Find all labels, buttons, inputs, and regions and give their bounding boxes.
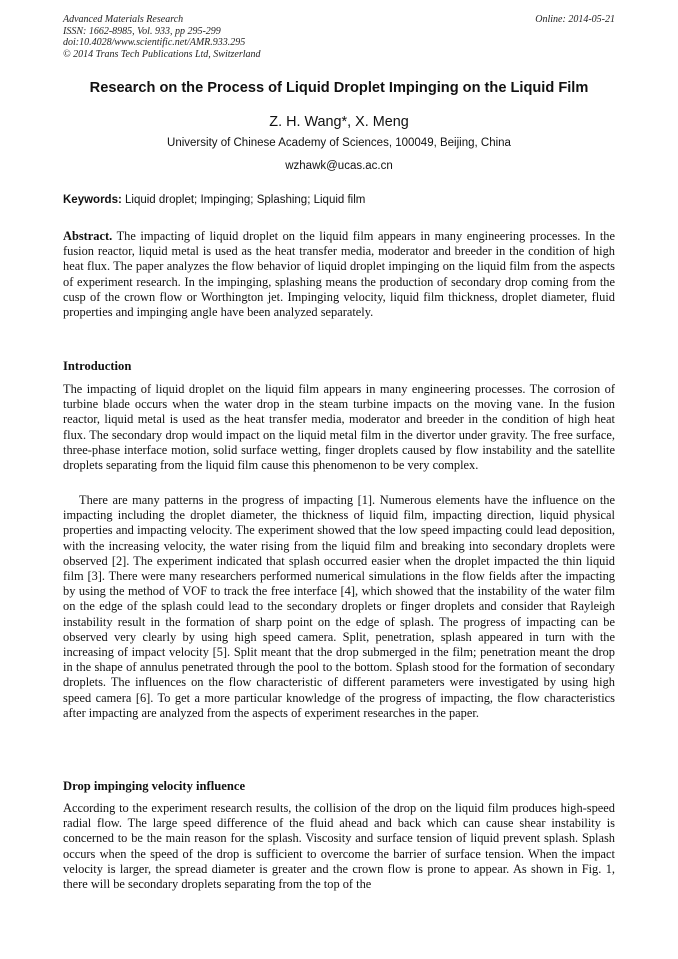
paper-title: Research on the Process of Liquid Droplet Impinging on the Liquid Film <box>89 80 589 96</box>
keywords-text: Liquid droplet; Impinging; Splashing; Liquid film <box>125 194 366 206</box>
journal-header <box>63 14 615 60</box>
issn-line: ISSN: 1662-8985, Vol. 933, pp 295-299 <box>63 25 221 37</box>
keywords-label: Keywords: <box>63 194 122 206</box>
author-affiliation: University of Chinese Academy of Sciences, 100049, Beijing, China <box>167 137 511 149</box>
abstract <box>63 229 615 320</box>
keywords-line <box>63 194 615 206</box>
paper-authors: Z. H. Wang*, X. Meng <box>269 114 409 130</box>
abstract-label: Abstract. <box>63 229 113 243</box>
journal-name: Advanced Materials Research <box>63 14 184 25</box>
copyright-line: © 2014 Trans Tech Publications Ltd, Switzerland <box>63 48 261 60</box>
introduction-paragraph-2: There are many patterns in the progress of impacting [1]. Numerous elements have the influence on the impacting including the droplet diameter, the thickness of liquid film, impacting direction, liquid physical properties and impacting velocity. The experiment showed that the low speed impacting could lead deposition, with the increasing velocity, the water rising from the liquid film and breaking into secondary droplets were observed [2]. The experiment indicated that splash occurred easier when the droplet impacted the thin liquid film [3]. There were many researchers performed numerical simulations in the flow fields after the impacting by using the method of VOF to track the free interface [4], which showed that the instability of the water film on the edge of the splash could lead to the secondary droplets or finger droplets and consider that Rayleigh instability result in the formation of sharp point on the edge of splash. The progress of impacting can be observed very clearly by using high speed camera. Split, penetration, splash appeared in turn with the increasing of impact velocity [5]. Split meant that the drop submerged in the film; penetration meant the drop in the shape of annulus penetrated through the pool to the bottom. Splash stood for the formation of secondary droplets. The influences on the flow characteristic of different parameters were investigated by using high speed camera [6]. To get a more particular knowledge of the progress of impacting, the flow characteristics after impacting are analyzed from the aspects of experiment researches in the paper. <box>63 493 615 720</box>
introduction-paragraph-1: The impacting of liquid droplet on the liquid film appears in many engineering processes. The corrosion of turbine blade occurs when the water drop in the steam turbine impacts on the moving vane. In the fusion reactor, liquid metal is used as the heat transfer media, moderator and breeder in the condition of high heat flux. The secondary drop would impact on the liquid metal film in the divertor under gravity. The free surface, three-phase interface motion, solid surface wetting, finger droplets caused by flow instability and the satellite droplets separating from the liquid film cause this phenomenon to be very complex. <box>63 382 615 473</box>
velocity-section-heading: Drop impinging velocity influence <box>63 779 246 793</box>
velocity-section-paragraph: According to the experiment research results, the collision of the drop on the liquid film produces high-speed radial flow. The large speed difference of the fluid ahead and back which can cause shear instability is concerned to be the main reason for the splash. Viscosity and surface tension of liquid prevent splash. Splash occurs when the speed of the drop is sufficient to overcome the barrier of surface tension. When the impact velocity is larger, the spread diameter is greater and the crown flow is prone to appear. As shown in Fig. 1, there will be secondary droplets separating from the top of the <box>63 801 615 892</box>
introduction-heading: Introduction <box>63 359 132 373</box>
doi-line: doi:10.4028/www.scientific.net/AMR.933.295 <box>63 37 246 48</box>
author-email: wzhawk@ucas.ac.cn <box>285 160 393 172</box>
abstract-text: The impacting of liquid droplet on the liquid film appears in many engineering processes. In the fusion reactor, liquid metal is used as the heat transfer media, moderator and breeder in the condition of high heat flux. The paper analyzes the flow behavior of liquid droplet impinging on the liquid film from the aspects of experiment research. In the impinging, splashing means the production of secondary drop coming from the cusp of the crown flow or Worthington jet. Impinging velocity, liquid film thickness, droplet diameter, fluid properties and impinging angle have been analyzed separately. <box>63 229 615 320</box>
online-date: Online: 2014-05-21 <box>535 14 615 25</box>
